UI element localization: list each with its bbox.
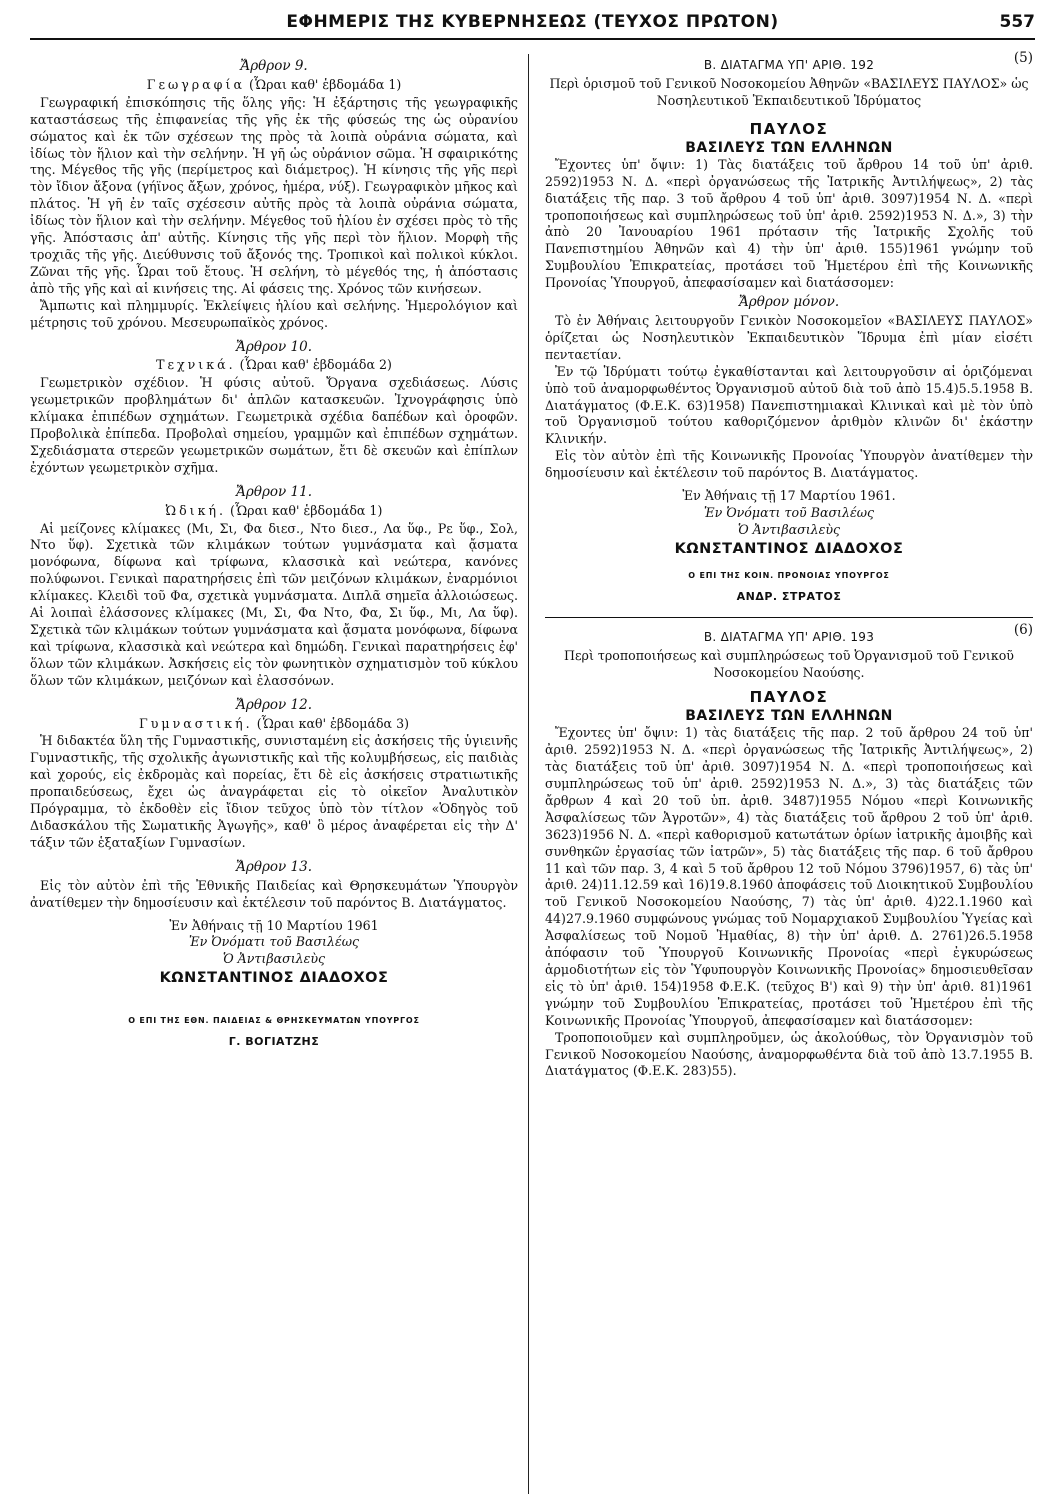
article-12-heading: Ἄρθρον 12. xyxy=(235,696,312,713)
king-title: ΒΑΣΙΛΕΥΣ ΤΩΝ ΕΛΛΗΝΩΝ xyxy=(685,708,893,725)
decree-separator xyxy=(545,617,1033,618)
article-12-paragraph: Ἡ διδακτέα ὕλη τῆς Γυμναστικῆς, συνισταμένη εἰς ἀσκήσεις τῆς ὑγιεινῆς Γυμναστικῆς, τῆς σχολικῆς ἀγωνιστικῆς καὶ τῆς κολυμβήσεως, εἰς παιδιὰς καὶ χορούς, εἰς ἐκδρομὰς καὶ πορείας, ἔτι δὲ εἰς ἀσκήσεις στρατιωτικῆς προπαιδεύσεως, ἔχει ὡς ἀναγράφεται εἰς τὸ οἰκεῖον Ἀναλυτικὸν Πρόγραμμα, τὸ ἐκδοθὲν εἰς ἴδιον τεῦχος ὑπὸ τὸν τίτλον «Ὁδηγὸς τοῦ Διδασκάλου τῆς Σωματικῆς Ἀγωγῆς», καθ' ὃ μέρος ἀναφέρεται εἰς τὴν Δ' τάξιν τῶν ἑξαταξίων Γυμνασίων. xyxy=(30,733,518,850)
decree-number: (5) xyxy=(1013,50,1033,66)
signatory: ΚΩΝΣΤΑΝΤΙΝΟΣ ΔΙΑΔΟΧΟΣ xyxy=(674,540,904,557)
minister-title: Ο ΕΠΙ ΤΗΣ ΕΘΝ. ΠΑΙΔΕΙΑΣ & ΘΡΗΣΚΕΥΜΑΤΩΝ ΥΠΟΥΡΓΟΣ xyxy=(128,1016,420,1026)
right-column xyxy=(545,50,1033,1080)
regent-label: Ὁ Ἀντιβασιλεὺς xyxy=(737,521,841,537)
article-9-paragraph: Ἄμπωτις καὶ πλημμυρίς. Ἐκλείψεις ἡλίου καὶ σελήνης. Ἡμερολόγιον καὶ μέτρησις τοῦ χρόνου. Μεσευρωπαϊκὸς χρόνος. xyxy=(30,297,518,330)
decree-date: Ἐν Ἀθήναις τῇ 10 Μαρτίου 1961 xyxy=(169,917,379,933)
subject-hours: (Ὧραι καθ' ἑβδομάδα 3) xyxy=(256,715,409,731)
column-divider xyxy=(528,54,529,1494)
decree-6-header xyxy=(545,622,1033,646)
regent-label: Ὁ Ἀντιβασιλεὺς xyxy=(222,951,326,967)
signatory: ΚΩΝΣΤΑΝΤΙΝΟΣ ΔΙΑΔΟΧΟΣ xyxy=(159,970,389,987)
article-11-paragraph: Αἱ μείζονες κλίμακες (Μι, Σι, Φα διεσ., Ντο διεσ., Λα ὕφ., Ρε ὕφ., Σολ, Ντο ὕφ). Σχετικὰ τῶν κλιμάκων τούτων γυμνάσματα καὶ ᾄσματα μονόφωνα, δίφωνα καὶ τρίφωνα, κλασσικὰ καὶ νεώτερα, κανόνες πολύφωνοι. Γενικαὶ παρατηρήσεις ἐπὶ τῶν μειζόνων κλιμάκων, ἐναρμόνιοι κλίμακες. Κλειδὶ τοῦ Φα, σχετικὰ γυμνάσματα. Διπλᾶ σημεῖα ἀλλοιώσεως. Αἱ λοιπαὶ ἐλάσσονες κλίμακες (Μι, Σι, Φα Ντο, Φα, Σι ὕφ., Μι, Λα ὕφ). Σχετικὰ τῶν κλιμάκων τούτων γυμνάσματα καὶ ᾄσματα μονόφωνα, δίφωνα καὶ τρίφωνα, κλασσικὰ καὶ νεώτερα καὶ δημώδη. Γενικαὶ παρατηρήσεις ἐφ' ὅλων τῶν κλιμάκων. Ἀσκήσεις εἰς τὸν φωνητικὸν σχηματισμὸν τοῦ κύκλου ὅλων τῶν κλιμάκων, μειζόνων καὶ ἐλασσόνων. xyxy=(30,520,518,688)
subject-name: Ὠδική. xyxy=(165,502,227,518)
article-9-heading: Ἄρθρον 9. xyxy=(240,58,308,74)
decree-5-paragraph: Τὸ ἐν Ἀθήναις λειτουργοῦν Γενικὸν Νοσοκομεῖον «ΒΑΣΙΛΕΥΣ ΠΑΥΛΟΣ» ὁρίζεται ὡς Νοσηλευτικὸν Ἐκπαιδευτικὸν Ἵδρυμα ἐπὶ μίαν εἰσέτι πενταετίαν. xyxy=(545,312,1033,362)
article-11-heading: Ἄρθρον 11. xyxy=(235,483,312,500)
decree-5-header xyxy=(545,50,1033,74)
left-column xyxy=(30,54,518,1051)
king-title: ΒΑΣΙΛΕΥΣ ΤΩΝ ΕΛΛΗΝΩΝ xyxy=(685,139,893,156)
article-10-heading: Ἄρθρον 10. xyxy=(235,338,312,355)
article-12-subject xyxy=(30,716,518,733)
in-name-of-king: Ἐν Ὀνόματι τοῦ Βασιλέως xyxy=(703,504,875,520)
decree-5-paragraph: Ἐν τῷ Ἱδρύματι τούτῳ ἐγκαθίστανται καὶ λειτουργοῦσιν αἱ ὁριζόμεναι ὑπὸ τοῦ ἀναμορφωθέντος Ὀργανισμοῦ αὐτοῦ διὰ τοῦ ἀπὸ 15.4)5.5.1958 Β. Διατάγματος (Φ.Ε.Κ. 63)1958) Πανεπιστημιακαὶ Κλινικαὶ καὶ μὲ τὸν ὑπὸ τοῦ Ὀργανισμοῦ τούτου καθοριζόμενον ἀριθμὸν κλινῶν δι' ἑκάστην Κλινικήν. xyxy=(545,363,1033,447)
subject-name: Γεωγραφία xyxy=(146,76,245,92)
page-header xyxy=(30,8,1035,40)
minister-name: ΑΝΔΡ. ΣΤΡΑΤΟΣ xyxy=(736,589,842,603)
decree-6-paragraph: Τροποποιοῦμεν καὶ συμπληροῦμεν, ὡς ἀκολούθως, τὸν Ὀργανισμὸν τοῦ Γενικοῦ Νοσοκομείου Ναούσης, ἀναμορφωθέντα διὰ τοῦ ἀπὸ 13.7.1955 Β. Διατάγματος (Φ.Ε.Κ. 283)55). xyxy=(545,1029,1033,1079)
decree-date: Ἐν Ἀθήναις τῇ 17 Μαρτίου 1961. xyxy=(682,488,896,504)
subject-name: Γυμναστική. xyxy=(139,715,253,731)
decree-title: Β. ΔΙΑΤΑΓΜΑ ΥΠ' ΑΡΙΘ. 192 xyxy=(703,58,875,72)
king-name: ΠΑΥΛΟΣ xyxy=(749,688,829,707)
article-13-heading: Ἄρθρον 13. xyxy=(235,858,312,875)
article-11-subject xyxy=(30,503,518,520)
minister-title: Ο ΕΠΙ ΤΗΣ ΚΟΙΝ. ΠΡΟΝΟΙΑΣ ΥΠΟΥΡΓΟΣ xyxy=(688,570,890,580)
subject-hours: (Ὧραι καθ' ἑβδομάδα 1) xyxy=(248,76,402,92)
decree-number: (6) xyxy=(1013,622,1033,639)
decree-5-article: Ἄρθρον μόνον. xyxy=(738,294,840,311)
subject-hours: (Ὧραι καθ' ἑβδομάδα 1) xyxy=(230,502,383,518)
king-name: ΠΑΥΛΟΣ xyxy=(749,119,829,138)
decree-6-subject: Περὶ τροποποιήσεως καὶ συμπληρώσεως τοῦ Ὀργανισμοῦ τοῦ Γενικοῦ Νοσοκομείου Ναούσης. xyxy=(564,648,1014,681)
decree-5-preamble: Ἔχοντες ὑπ' ὄψιν: 1) Τὰς διατάξεις τοῦ ἄρθρου 14 τοῦ ὑπ' ἀριθ. 2592)1953 Ν. Δ. «περὶ ὀργανώσεως τῆς Ἰατρικῆς Ἀντιλήψεως», 2) τὰς διατάξεις τῆς παρ. 3 τοῦ ἄρθρου 4 τοῦ ὑπ' ἀριθ. 3097)1954 Ν. Δ. «περὶ τροποποιήσεως καὶ συμπληρώσεως τοῦ ὑπ' ἀριθ. 2592)1953 Ν. Δ.», 3) τὴν ἀπὸ 20 Ἰανουαρίου 1961 πρότασιν τῆς Ἰατρικῆς Σχολῆς τοῦ Πανεπιστημίου Ἀθηνῶν καὶ 4) τὴν ὑπ' ἀριθ. 155)1961 γνώμην τοῦ Συμβουλίου Ἐπικρατείας, προτάσει τοῦ Ἡμετέρου ἐπὶ τῆς Κοινωνικῆς Προνοίας Ὑπουργοῦ, ἀπεφασίσαμεν καὶ διατάσσομεν: xyxy=(545,156,1033,291)
gazette-title: ΕΦΗΜΕΡΙΣ ΤΗΣ ΚΥΒΕΡΝΗΣΕΩΣ (ΤΕΥΧΟΣ ΠΡΩΤΟΝ) xyxy=(286,12,779,32)
decree-title: Β. ΔΙΑΤΑΓΜΑ ΥΠ' ΑΡΙΘ. 193 xyxy=(703,630,875,645)
decree-6-preamble: Ἔχοντες ὑπ' ὄψιν: 1) τὰς διατάξεις τῆς παρ. 2 τοῦ ἄρθρου 24 τοῦ ὑπ' ἀριθ. 2592)1953 Ν. Δ. «περὶ ὀργανώσεως τῆς Ἰατρικῆς Ἀντιλήψεως», 2) τὰς διατάξεις τοῦ ὑπ' ἀριθ. 3097)1954 Ν. Δ. «περὶ τροποποιήσεως καὶ συμπληρώσεως τοῦ ὑπ' ἀριθ. 2592)1953 Ν. Δ.», 3) τὰς διατάξεις τῶν ἄρθρων 4 καὶ 20 τοῦ ὑπ. ἀριθ. 3487)1955 Νόμου «περὶ Κοινωνικῆς Ἀσφαλίσεως τῶν Ἀγροτῶν», 4) τὰς διατάξεις τοῦ ἄρθρου 2 τοῦ ὑπ' ἀριθ. 3623)1956 Ν. Δ. «περὶ καθορισμοῦ κατωτάτων ὁρίων ἰατρικῆς ἀμοιβῆς καὶ συνθηκῶν ἐργασίας τῶν ἰατρῶν», 5) τὰς διατάξεις τῆς παρ. 6 τοῦ ἄρθρου 11 καὶ τῶν παρ. 3, 4 καὶ 5 τοῦ ἄρθρου 12 τοῦ Νόμου 3796)1957, 6) τὰς ὑπ' ἀριθ. 24)11.12.59 καὶ 16)19.8.1960 ἀποφάσεις τοῦ Διοικητικοῦ Συμβουλίου τοῦ Γενικοῦ Νοσοκομείου Ναούσης, 7) τὰς ὑπ' ἀριθ. 4)22.1.1960 καὶ 44)27.9.1960 συμφώνους γνώμας τοῦ Νομαρχιακοῦ Συμβουλίου Ὑγείας καὶ Ἀσφαλίσεως τοῦ Νομοῦ Ἠμαθίας, 8) τὴν ὑπ' ἀριθ. Δ. 2761)26.5.1958 ἀπόφασιν τοῦ Ὑπουργοῦ Κοινωνικῆς Προνοίας «περὶ ἐγκυρώσεως ἁρμοδιοτήτων εἰς τὸν Ὑφυπουργὸν Κοινωνικῆς Προνοίας» δημοσιευθεῖσαν εἰς τὸ ὑπ' ἀριθ. 154)1958 Φ.Ε.Κ. (τεῦχος Β') καὶ 9) τὴν ὑπ' ἀριθ. 81)1961 γνώμην τοῦ Συμβουλίου Ἐπικρατείας, προτάσει τοῦ Ἡμετέρου ἐπὶ τῆς Κοινωνικῆς Προνοίας Ὑπουργοῦ, ἀπεφασίσαμεν καὶ διατάσσομεν: xyxy=(545,725,1033,1028)
decree-5-subject: Περὶ ὁρισμοῦ τοῦ Γενικοῦ Νοσοκομείου Ἀθηνῶν «ΒΑΣΙΛΕΥΣ ΠΑΥΛΟΣ» ὡς Νοσηλευτικοῦ Ἐκπαιδευτικοῦ Ἱδρύματος xyxy=(549,76,1029,108)
article-10-paragraph: Γεωμετρικὸν σχέδιον. Ἡ φύσις αὐτοῦ. Ὄργανα σχεδιάσεως. Λύσις γεωμετρικῶν προβλημάτων δι' ἁπλῶν κατασκευῶν. Ἰχνογράφησις ὑπὸ κλίμακα ἐπιπέδων σχημάτων. Γεωμετρικὰ σχέδια δαπέδων καὶ ὀροφῶν. Προβολικὰ ἐπίπεδα. Προβολαὶ σημείου, γραμμῶν καὶ ἐπιπέδων σχημάτων. Σχεδιάσματα στερεῶν γεωμετρικῶν σωμάτων, ἔτι δὲ σκευῶν καὶ ἐπίπλων ἐχόντων γεωμετρικὸν σχῆμα. xyxy=(30,375,518,475)
article-10-subject xyxy=(30,357,518,374)
minister-name: Γ. ΒΟΓΙΑΤΖΗΣ xyxy=(228,1035,320,1049)
article-13-paragraph: Εἰς τὸν αὐτὸν ἐπὶ τῆς Ἐθνικῆς Παιδείας καὶ Θρησκευμάτων Ὑπουργὸν ἀνατίθεμεν τὴν δημοσίευσιν καὶ ἐκτέλεσιν τοῦ παρόντος Β. Διατάγματος. xyxy=(30,877,518,910)
article-9-paragraph: Γεωγραφική ἐπισκόπησις τῆς ὅλης γῆς: Ἡ ἐξάρτησις τῆς γεωγραφικῆς καταστάσεως τῆς ἐπιφανείας τῆς γῆς ἐκ τῆς φύσεώς της ὡς οὐρανίου σώματος καὶ ἐκ τῶν σχέσεων της πρὸς τὰ λοιπὰ οὐράνια σώματα, καὶ ἰδίως τὸν ἥλιον καὶ τὴν σελήνην. Ἡ γῆ ὡς οὐράνιον σῶμα. Ἡ σφαιρικότης της. Μέγεθος τῆς γῆς (περίμετρος καὶ διάμετρος). Ἡ κίνησις τῆς γῆς περὶ τὸν ἴδιον ἄξονα (γήϊνος ἄξων, χρόνος, ἡμέρα, νύξ). Γεωγραφικὸν μῆκος καὶ πλάτος. Ἡ γῆ ἐν ταῖς σχέσεσιν αὐτῆς πρὸς τὰ λοιπὰ οὐράνια σώματα, ἰδίως τὸν ἥλιον καὶ τὴν σελήνην. Μέγεθος τοῦ ἡλίου ἐν σχέσει πρὸς τὸ τῆς γῆς. Ἀπόστασις ἀπ' αὐτῆς. Κίνησις τῆς γῆς περὶ τὸν ἥλιον. Μορφὴ τῆς τροχιᾶς τῆς γῆς. Διεύθυνσις τοῦ ἄξονός της. Τροπικοὶ καὶ πολικοὶ κύκλοι. Ζῶναι τῆς γῆς. Ὧραι τοῦ ἔτους. Ἡ σελήνη, τὸ μέγεθός της, ἡ ἀπόστασις ἀπὸ τῆς γῆς καὶ αἱ κινήσεις της. Αἱ φάσεις της. Χρόνος τῶν κινήσεων. xyxy=(30,94,518,296)
page-number: 557 xyxy=(999,12,1035,32)
subject-hours: (Ὧραι καθ' ἑβδομάδα 2) xyxy=(239,357,392,373)
subject-name: Τεχνικά. xyxy=(156,357,236,373)
article-9-subject xyxy=(30,77,518,94)
in-name-of-king: Ἐν Ὀνόματι τοῦ Βασιλέως xyxy=(188,934,360,950)
decree-5-paragraph: Εἰς τὸν αὐτὸν ἐπὶ τῆς Κοινωνικῆς Προνοίας Ὑπουργὸν ἀνατίθεμεν τὴν δημοσίευσιν καὶ ἐκτέλεσιν τοῦ παρόντος Β. Διατάγματος. xyxy=(545,448,1033,481)
